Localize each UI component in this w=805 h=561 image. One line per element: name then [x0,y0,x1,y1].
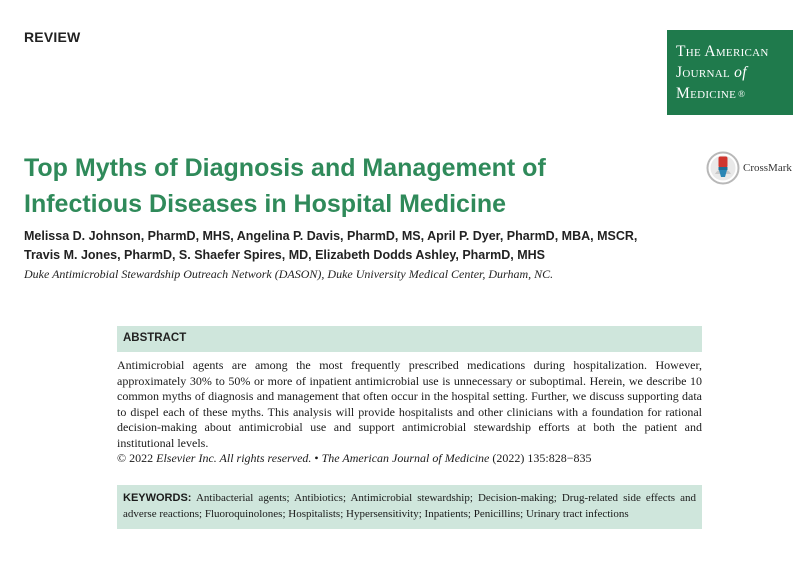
section-label: REVIEW [24,29,81,45]
journal-logo-line2-prefix: Journal [676,64,730,81]
journal-logo-line2 [676,62,793,83]
abstract-box [117,326,702,467]
keywords-label: KEYWORDS: [123,492,192,504]
abstract-body [117,352,702,467]
article-title-line1: Top Myths of Diagnosis and Management of [24,154,546,182]
registered-mark: ® [738,89,746,99]
journal-logo-line3-text: Medicine [676,85,737,102]
article-title-line2: Infectious Diseases in Hospital Medicine [24,190,507,218]
journal-logo [667,30,793,115]
author-list [24,227,714,265]
keywords-box [117,485,702,529]
article-title [24,150,664,222]
journal-logo-line3 [676,83,793,105]
keywords-text: Antibacterial agents; Antibiotics; Antimicrobial stewardship; Decision-making; Drug-related side effects and adverse reactions; Fluoroquinolones; Hospitalists; Hypersensitivity; Inpatients; Penicillins; Urinary tract infections [123,492,696,520]
affiliation: Duke Antimicrobial Stewardship Outreach Network (DASON), Duke University Medical Center, Durham, NC. [24,267,554,281]
abstract-heading: ABSTRACT [117,326,702,352]
journal-logo-of: of [734,64,747,81]
journal-logo-line1: The American [676,43,769,60]
crossmark-label: CrossMark [743,162,792,174]
crossmark-badge[interactable] [706,151,800,185]
abstract-text: Antimicrobial agents are among the most frequently prescribed medications during hospitalization. However, approximately 30% to 50% or more of inpatient antimicrobial use is unnecessary or suboptimal. Herein, we describe 10 common myths of diagnosis and management that often occur in the hospital setting. Further, we discuss supporting data to dispel each of these myths. This analysis will provide hospitalists and other clinicians with a foundation for rational decision-making about antimicrobial use and support antimicrobial stewardship efforts at both the patient and institutional levels. [117,358,702,450]
copyright-line: © 2022 Elsevier Inc. All rights reserved. • The American Journal of Medicine (2022) 135:828−835 [117,451,592,465]
crossmark-icon [706,151,740,185]
authors-line1: Melissa D. Johnson, PharmD, MHS, Angelina P. Davis, PharmD, MS, April P. Dyer, PharmD, MBA, MSCR, [24,229,638,243]
authors-line2: Travis M. Jones, PharmD, S. Shaefer Spires, MD, Elizabeth Dodds Ashley, PharmD, MHS [24,248,545,262]
